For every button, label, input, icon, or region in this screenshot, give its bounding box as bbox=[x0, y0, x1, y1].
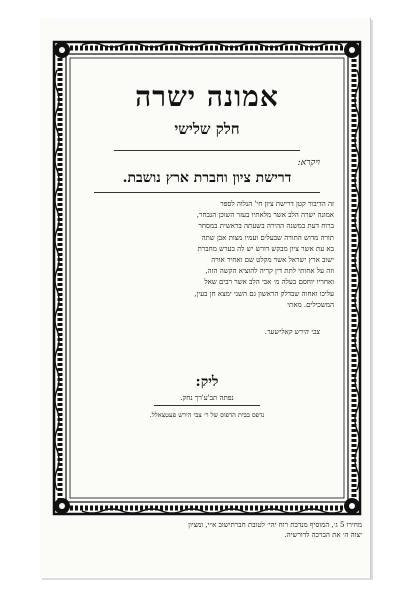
title-page-content bbox=[74, 62, 340, 494]
text-line: אמונה ישרה הלב אשר מלאתיו בעזר השוכן הנבחר, bbox=[196, 211, 334, 220]
text-line: עליכו ואחוה שבדלק הראשון גם השני ימצא חן בעין, bbox=[194, 289, 334, 298]
text-line: ישוב ארץ ישראל אשר מקלט שם ואחיר אורה bbox=[211, 256, 334, 265]
divider bbox=[94, 192, 320, 193]
price-note bbox=[52, 520, 362, 540]
text-line: ברוח דעת במשנה ההירה בשעתה בראשית במסחר bbox=[198, 222, 334, 231]
footer-line: יצוה ה׳ את הברכה לדורשיה. bbox=[284, 531, 362, 539]
publication-place: ליק: bbox=[195, 374, 219, 390]
footer-line: מחירו 5 ג׳, המוסיף מנדבת רוח יהי׳ לטובת חברתישוב א״י, ומציון bbox=[188, 521, 362, 529]
text-line: בא עת אשר ציון מבקש דורש יש לה בערש מחברת bbox=[197, 244, 334, 253]
book-subtitle: חלק שלישי bbox=[174, 120, 240, 138]
called-label: ויקרא: bbox=[297, 158, 320, 168]
ornamental-frame bbox=[52, 40, 362, 516]
printer-line: נדפס בבית הדפוס של ר׳ צבי הירש פעטצאלל. bbox=[149, 411, 265, 419]
text-line: תורה מדוש התורה שבעל׳ם ועמיו מצות אבן שתה bbox=[201, 233, 334, 242]
author-signature: צבי הירש קאלישער. bbox=[264, 328, 320, 336]
divider bbox=[154, 405, 260, 406]
text-line: ואחריו יוחסם בעלה מ׳ אבי הלב אשר רבים שאל bbox=[204, 278, 334, 287]
divider bbox=[114, 150, 300, 151]
text-line: וזה על אחותי לתת דין קריה להוציא הקשה הזה, bbox=[205, 267, 334, 276]
secondary-title: דרישת ציון וחברת ארץ נושבת. bbox=[122, 170, 292, 186]
text-line: המשכילים. מאתי bbox=[287, 300, 334, 309]
description-paragraph bbox=[80, 199, 334, 311]
book-title: אמונה ישרה bbox=[135, 80, 279, 113]
text-line: זה הדיבור קטן דרישת ציון חי' הנלוה לספר bbox=[220, 200, 334, 208]
publication-year: נפתה תב'ע'רך נחק. bbox=[180, 394, 234, 402]
